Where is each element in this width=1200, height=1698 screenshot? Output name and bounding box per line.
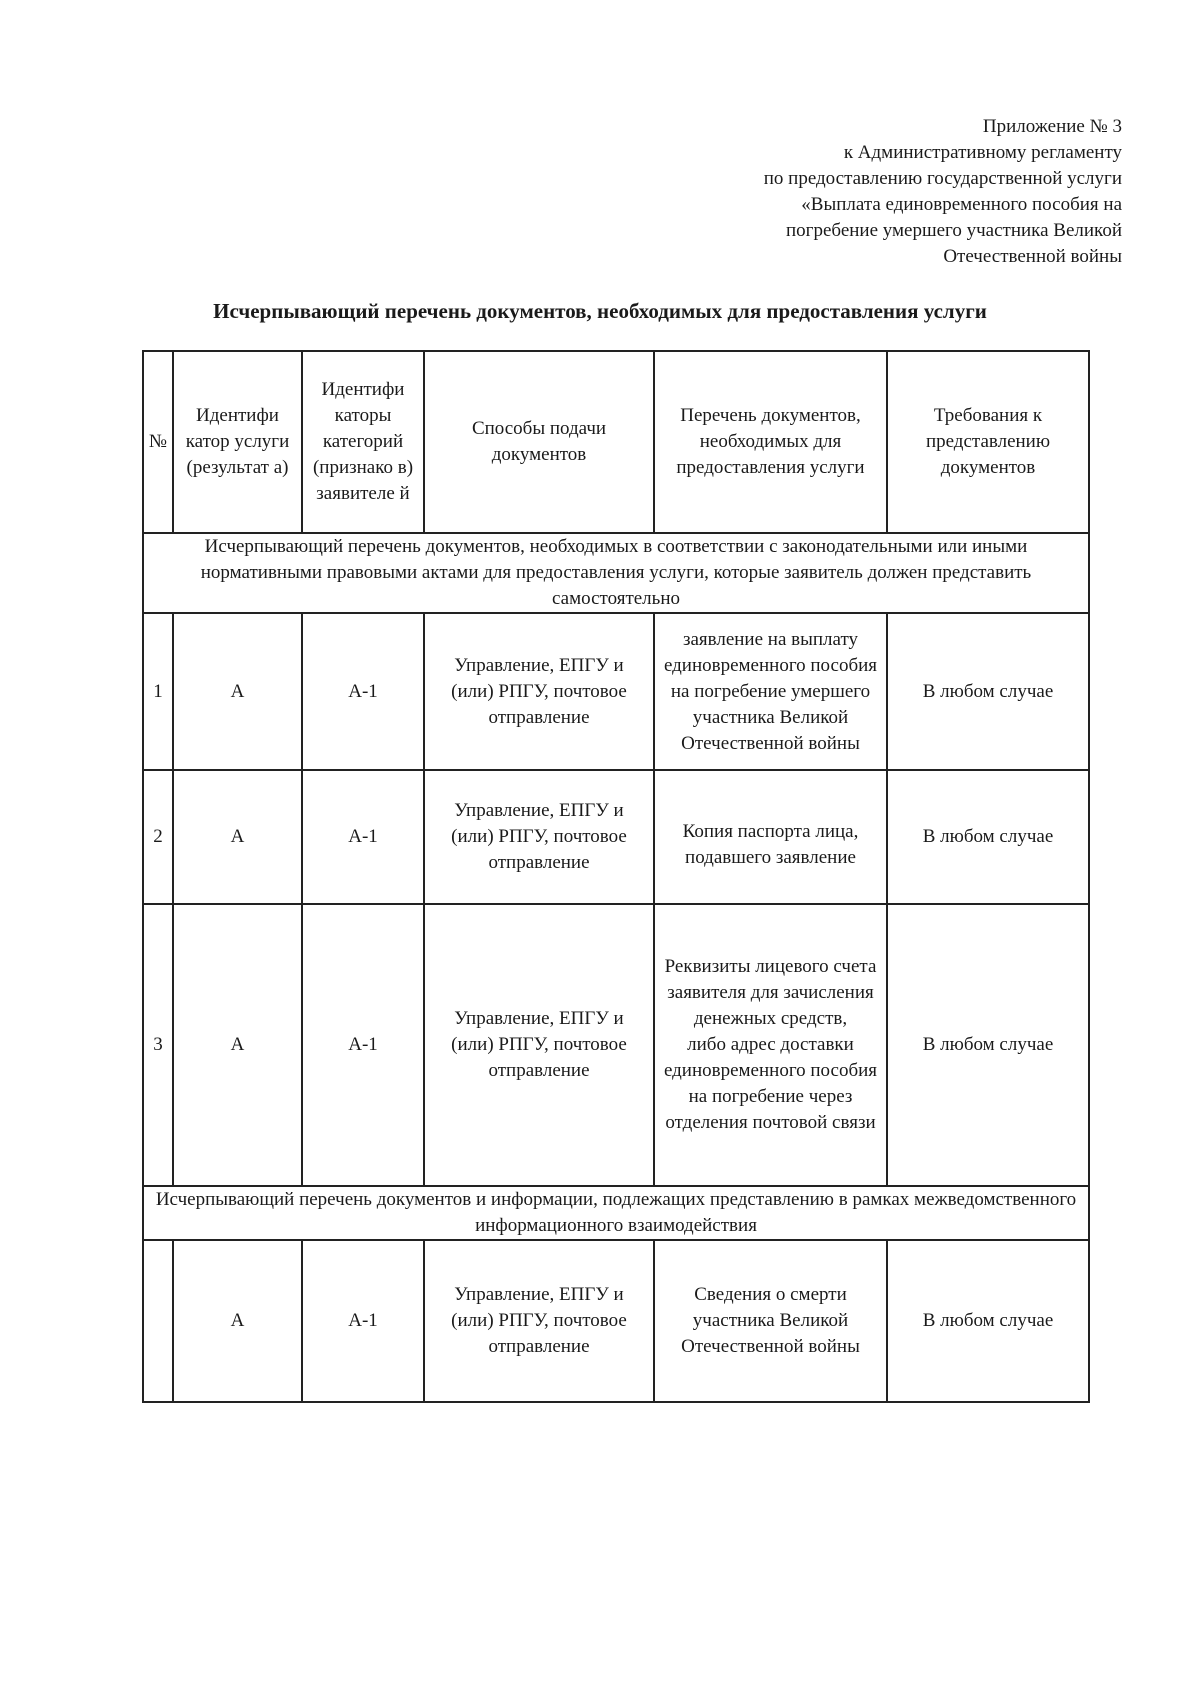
document-title: Исчерпывающий перечень документов, необходимых для предоставления услуги — [213, 299, 987, 323]
cell-requirements: В любом случае — [887, 1240, 1089, 1402]
cell-documents-text: Сведения о смерти участника Великой Отечественной войны — [681, 1284, 860, 1357]
cell-documents — [654, 1240, 887, 1402]
header-submission: Способы подачи документов — [424, 351, 654, 533]
cell-submission: Управление, ЕПГУ и (или) РПГУ, почтовое отправление — [424, 770, 654, 904]
cell-documents — [654, 770, 887, 904]
cell-service-id: А — [173, 904, 302, 1186]
cell-category-id: А-1 — [302, 613, 424, 770]
cell-submission: Управление, ЕПГУ и (или) РПГУ, почтовое отправление — [424, 1240, 654, 1402]
section-title: Исчерпывающий перечень документов, необходимых в соответствии с законодательными или иными нормативными правовыми актами для предоставления услуги, которые заявитель должен представить самостоятельно — [143, 533, 1089, 613]
appendix-line: по предоставлению государственной услуги — [763, 168, 1122, 189]
section-title: Исчерпывающий перечень документов и информации, подлежащих представлению в рамках межведомственного информационного взаимодействия — [143, 1186, 1089, 1240]
header-requirements: Требования к представлению документов — [887, 351, 1089, 533]
appendix-line: к Административному регламенту — [843, 142, 1122, 163]
header-category-id: Идентифи каторы категорий (признако в) заявителе й — [302, 351, 424, 533]
cell-category-id: А-1 — [302, 904, 424, 1186]
appendix-line: Приложение № 3 — [982, 116, 1122, 137]
appendix-header — [602, 114, 1122, 270]
appendix-line: «Выплата единовременного пособия на — [801, 194, 1122, 215]
section-row — [143, 533, 1089, 613]
cell-service-id: А — [173, 1240, 302, 1402]
cell-documents-text: Реквизиты лицевого счета заявителя для зачисления денежных средств, либо адрес доставки единовременного пособия на погребение через отделения почтовой связи — [663, 956, 878, 1133]
cell-num: 2 — [143, 770, 173, 904]
table-header-row — [143, 351, 1089, 533]
cell-service-id: А — [173, 770, 302, 904]
cell-service-id: А — [173, 613, 302, 770]
table-row — [143, 613, 1089, 770]
section-row — [143, 1186, 1089, 1240]
table-row — [143, 1240, 1089, 1402]
cell-num — [143, 1240, 173, 1402]
cell-documents-text: Копия паспорта лица, подавшего заявление — [682, 821, 859, 868]
appendix-line: Отечественной войны — [943, 246, 1122, 267]
documents-table — [142, 350, 1090, 1403]
cell-num: 1 — [143, 613, 173, 770]
cell-documents — [654, 613, 887, 770]
table-row — [143, 904, 1089, 1186]
header-documents: Перечень документов, необходимых для предоставления услуги — [654, 351, 887, 533]
cell-submission: Управление, ЕПГУ и (или) РПГУ, почтовое отправление — [424, 904, 654, 1186]
cell-submission: Управление, ЕПГУ и (или) РПГУ, почтовое отправление — [424, 613, 654, 770]
header-num: № — [143, 351, 173, 533]
cell-documents — [654, 904, 887, 1186]
table-row — [143, 770, 1089, 904]
cell-documents-text: заявление на выплату единовременного пособия на погребение умершего участника Великой Отечественной войны — [663, 628, 878, 754]
header-service-id: Идентифи катор услуги (результат а) — [173, 351, 302, 533]
appendix-line: погребение умершего участника Великой — [786, 220, 1122, 241]
cell-category-id: А-1 — [302, 770, 424, 904]
cell-requirements: В любом случае — [887, 770, 1089, 904]
cell-requirements: В любом случае — [887, 613, 1089, 770]
cell-requirements: В любом случае — [887, 904, 1089, 1186]
cell-category-id: А-1 — [302, 1240, 424, 1402]
cell-num: 3 — [143, 904, 173, 1186]
